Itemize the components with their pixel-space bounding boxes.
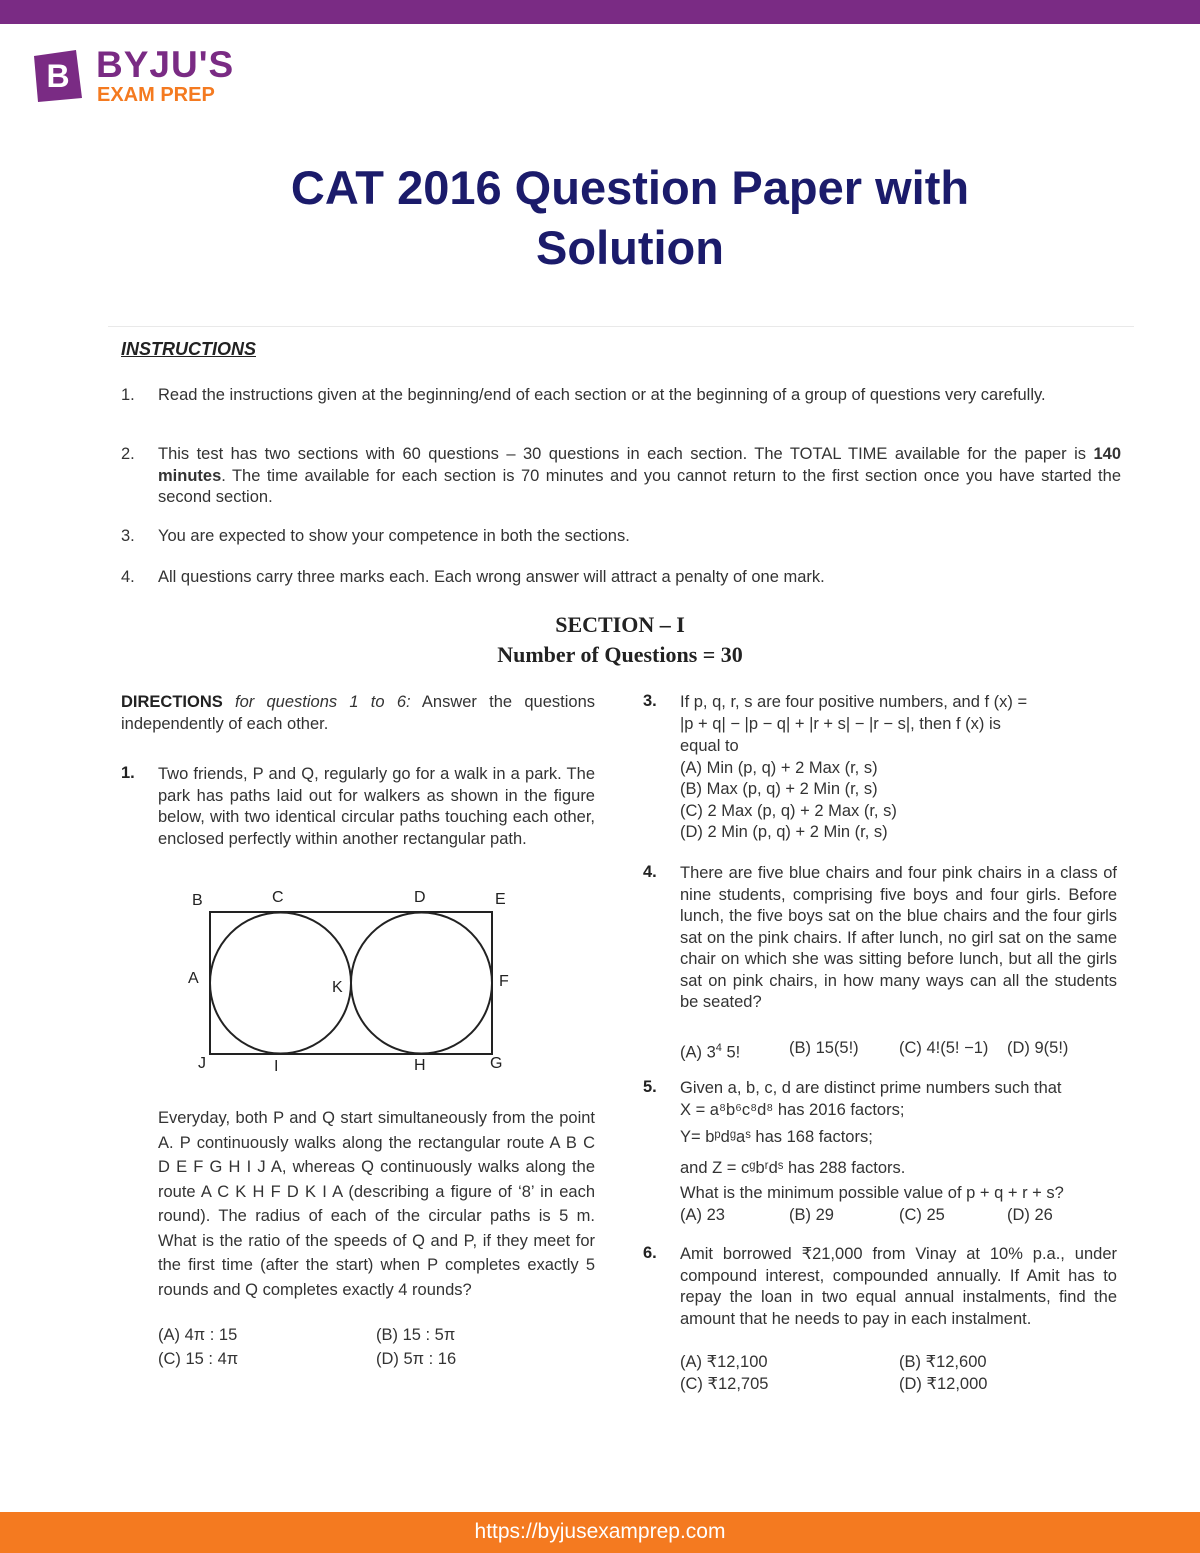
option-a bbox=[680, 1038, 740, 1064]
instruction-item bbox=[121, 526, 1121, 548]
park-paths-figure bbox=[180, 885, 520, 1075]
section-title: SECTION – I bbox=[555, 612, 685, 637]
byjus-logo[interactable] bbox=[30, 44, 250, 110]
instruction-text-bold: 140 minutes bbox=[158, 445, 1121, 485]
instruction-number: 1. bbox=[121, 386, 135, 404]
point-label-e: E bbox=[495, 891, 506, 908]
divider bbox=[108, 326, 1134, 327]
point-label-b: B bbox=[192, 892, 203, 909]
instruction-number: 4. bbox=[121, 568, 135, 586]
option-c: (C) 4!(5! −1) bbox=[899, 1039, 989, 1057]
question-text: Amit borrowed ₹21,000 from Vinay at 10% p.a., under compound interest, compounded annually. If Amit has to repay the loan in two equal annual instalments, find the amount that he needs to pay in each instalment. bbox=[680, 1245, 1117, 1328]
option-a: (A) 23 bbox=[680, 1206, 725, 1224]
logo-mark-letter: B bbox=[46, 58, 70, 94]
option-c: (C) 25 bbox=[899, 1206, 945, 1224]
question-number: 3. bbox=[643, 692, 657, 710]
option-d: (D) 9(5!) bbox=[1007, 1039, 1069, 1057]
point-label-j: J bbox=[198, 1055, 206, 1072]
option-a-exponent: 4 bbox=[715, 1042, 722, 1054]
option-b: (B) ₹12,600 bbox=[899, 1353, 987, 1371]
point-label-i: I bbox=[274, 1058, 279, 1075]
option-c: (C) 2 Max (p, q) + 2 Max (r, s) bbox=[680, 802, 897, 820]
instruction-text: All questions carry three marks each. Each wrong answer will attract a penalty of one mark. bbox=[158, 568, 825, 586]
park-paths-diagram bbox=[180, 885, 520, 1075]
option-d: (D) 5π : 16 bbox=[376, 1350, 457, 1368]
instruction-text: Read the instructions given at the beginning/end of each section or at the beginning of a group of questions very carefully. bbox=[158, 386, 1046, 404]
option-d: (D) 2 Min (p, q) + 2 Min (r, s) bbox=[680, 823, 888, 841]
instruction-item bbox=[121, 385, 1121, 429]
option-d: (D) ₹12,000 bbox=[899, 1375, 988, 1393]
page-title-line-1: CAT 2016 Question Paper with bbox=[290, 161, 970, 214]
byjus-logo-mark-icon bbox=[30, 48, 86, 104]
question-text: If p, q, r, s are four positive numbers, and f (x) = bbox=[680, 693, 1028, 711]
point-label-a: A bbox=[188, 970, 199, 987]
point-label-g: G bbox=[490, 1055, 503, 1072]
question-text: equal to bbox=[680, 737, 739, 755]
instruction-number: 3. bbox=[121, 527, 135, 545]
option-c: (C) 15 : 4π bbox=[158, 1350, 239, 1368]
page-title-line-2: Solution bbox=[536, 221, 724, 274]
question-text: X = a⁸b⁶c⁸d⁸ has 2016 factors; bbox=[680, 1101, 905, 1119]
instruction-item bbox=[121, 567, 1121, 589]
instructions-heading: INSTRUCTIONS bbox=[121, 339, 256, 359]
directions bbox=[121, 692, 595, 735]
circular-path-left bbox=[210, 913, 351, 1054]
instruction-number: 2. bbox=[121, 445, 135, 463]
question-text: Given a, b, c, d are distinct prime numbers such that bbox=[680, 1079, 1062, 1097]
instruction-text: You are expected to show your competence in both the sections. bbox=[158, 527, 630, 545]
top-brand-bar bbox=[0, 0, 1200, 24]
question-text-continued: Everyday, both P and Q start simultaneously from the point A. P continuously walks along the rectangular route A B C D E F G H I J A, whereas Q continuously walks along the route A C K H F D K I A (describing a figure of ‘8’ in each round). The radius of each of the circular paths is 5 m. What is the ratio of the speeds of Q and P, if they meet for the first time (after the start) when P completes exactly 5 rounds and Q completes exactly 4 rounds? bbox=[158, 1109, 595, 1299]
point-label-c: C bbox=[272, 889, 284, 906]
page-title bbox=[60, 158, 1200, 278]
question-number: 4. bbox=[643, 863, 657, 881]
option-b: (B) 29 bbox=[789, 1206, 834, 1224]
directions-text: Answer the questions independently of each other. bbox=[121, 693, 595, 733]
question-number: 1. bbox=[121, 764, 135, 782]
option-b: (B) Max (p, q) + 2 Min (r, s) bbox=[680, 780, 878, 798]
directions-scope: for questions 1 to 6: bbox=[222, 693, 411, 711]
option-a: (A) Min (p, q) + 2 Max (r, s) bbox=[680, 759, 878, 777]
point-label-f: F bbox=[499, 973, 509, 990]
option-d: (D) 26 bbox=[1007, 1206, 1053, 1224]
footer-url-link[interactable]: https://byjusexamprep.com bbox=[474, 1520, 726, 1543]
question-text: Two friends, P and Q, regularly go for a walk in a park. The park has paths laid out for walkers as shown in the figure below, with two identical circular paths touching each other, enclosed perfectly within another rectangular path. bbox=[158, 765, 595, 848]
question-number: 6. bbox=[643, 1244, 657, 1262]
question-text: Y= bᵖdᵍaˢ has 168 factors; bbox=[680, 1128, 873, 1146]
option-a-rest: 5! bbox=[721, 1043, 741, 1062]
instruction-item bbox=[121, 444, 1121, 510]
option-b: (B) 15(5!) bbox=[789, 1039, 859, 1057]
logo-subtitle: EXAM PREP bbox=[97, 84, 215, 106]
point-label-k: K bbox=[332, 979, 343, 996]
question-number: 5. bbox=[643, 1078, 657, 1096]
directions-label: DIRECTIONS bbox=[121, 693, 223, 711]
question-text: and Z = cᵍbʳdˢ has 288 factors. bbox=[680, 1159, 906, 1177]
question-text: What is the minimum possible value of p + q + r + s? bbox=[680, 1184, 1064, 1202]
point-label-h: H bbox=[414, 1057, 426, 1074]
instruction-text bbox=[158, 444, 1121, 509]
point-label-d: D bbox=[414, 889, 426, 906]
option-b: (B) 15 : 5π bbox=[376, 1326, 456, 1344]
circular-path-right bbox=[351, 913, 492, 1054]
question-text: |p + q| − |p − q| + |r + s| − |r − s|, then f (x) is bbox=[680, 715, 1001, 733]
instruction-text-part: This test has two sections with 60 questions – 30 questions in each section. The TOTAL TIME available for the paper is bbox=[158, 445, 1094, 463]
instruction-text-part: . The time available for each section is 70 minutes and you cannot return to the first section once you have started the second section. bbox=[158, 466, 1121, 506]
section-subtitle: Number of Questions = 30 bbox=[497, 642, 743, 667]
option-a: (A) 4π : 15 bbox=[158, 1326, 238, 1344]
option-c: (C) ₹12,705 bbox=[680, 1375, 769, 1393]
logo-title: BYJU'S bbox=[96, 44, 235, 85]
option-a: (A) ₹12,100 bbox=[680, 1353, 768, 1371]
question-text: There are five blue chairs and four pink chairs in a class of nine students, comprising five boys and four girls. Before lunch, the five boys sat on the blue chairs and the four girls sat on the pink chairs. If after lunch, no girl sat on the same chair on which she was sitting before lunch, but all the girls sat on pink chairs, in how many ways can all the students be seated? bbox=[680, 864, 1117, 1011]
option-a-base: (A) 3 bbox=[680, 1043, 716, 1062]
